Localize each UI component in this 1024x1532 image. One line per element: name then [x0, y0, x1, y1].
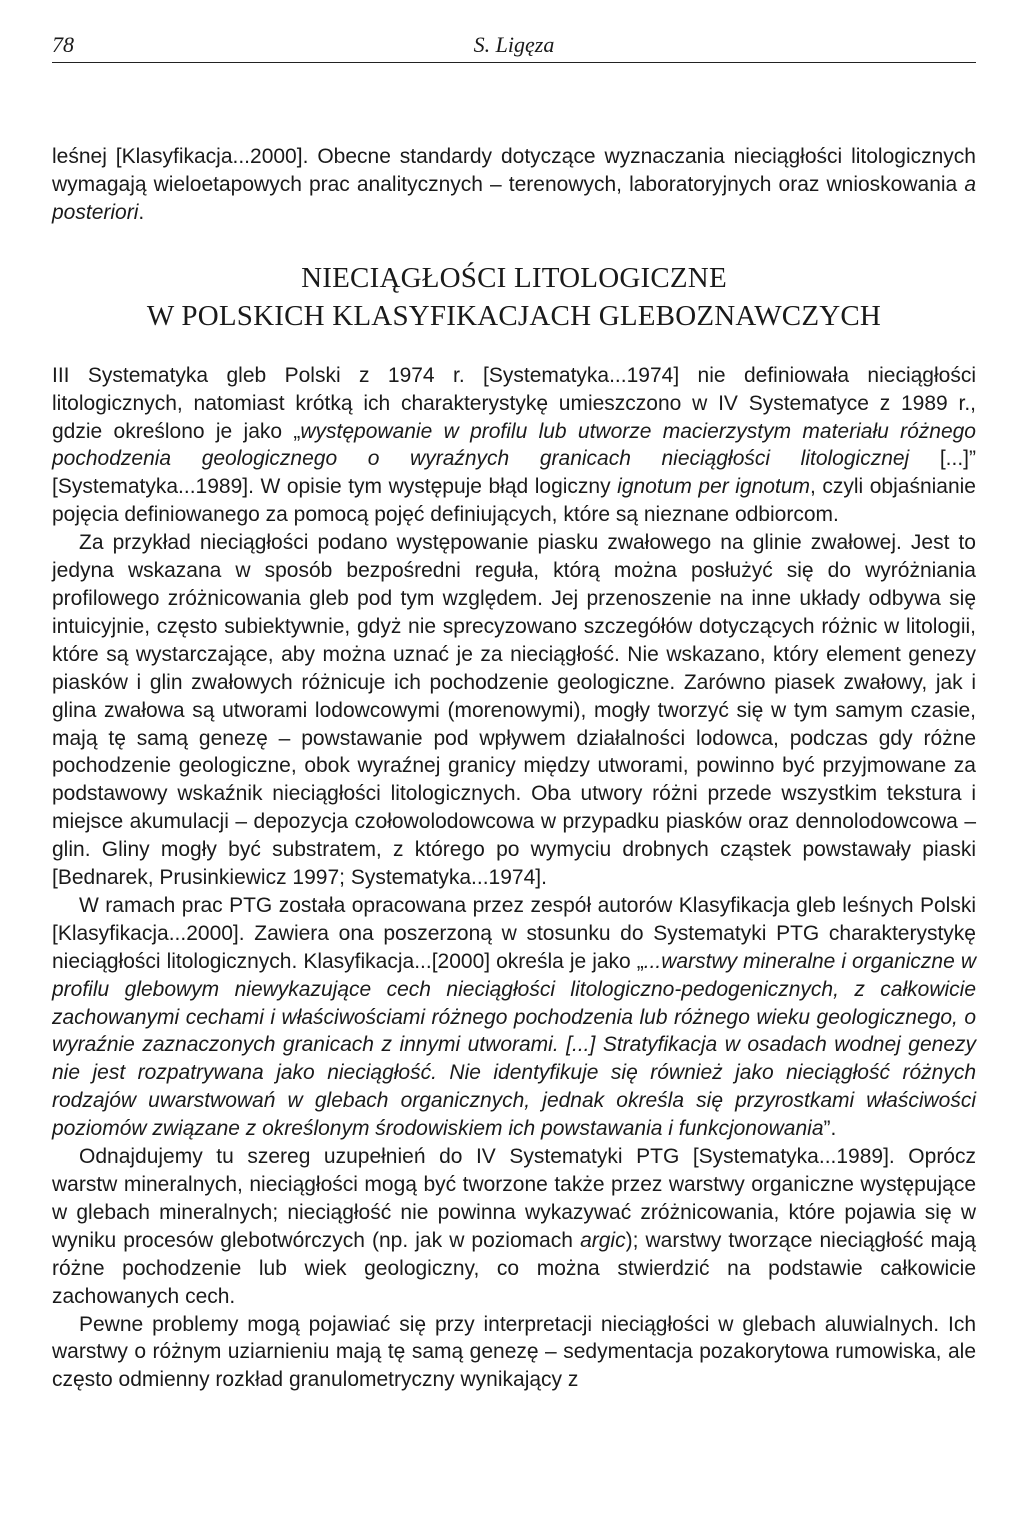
quote-definition: występowanie w profilu lub utworze macierzystym materiału różnego pochodzenia geologicznego o wyraźnych granicach nieciągłości litologicznej [52, 419, 976, 471]
paragraph-5: Odnajdujemy tu szereg uzupełnień do IV Systematyki PTG [Systematyka...1989]. Oprócz warstw mineralnych, nieciągłości mogą być tworzone także przez warstwy organiczne występujące w glebach mineralnych; nieciągłość nie powinna wykazywać zróżnicowania, które pojawia się w wyniku procesów glebotwórczych (np. jak w poziomach argic); warstwy tworzące nieciągłość mają różne pochodzenie lub wiek geologiczny, co można stwierdzić na podstawie całkowicie zachowanych cech. [52, 1145, 976, 1308]
italic-term: a posteriori [52, 172, 976, 224]
page-number: 78 [52, 32, 74, 57]
section-heading [52, 259, 976, 335]
paragraph-3: Za przykład nieciągłości podano występowanie piasku zwałowego na glinie zwałowej. Jest to jedyna wskazana w sposób bezpośredni reguła, którą można posłużyć się do wyróżniania profilowego zróżnicowania gleb pod tym względem. Jej przenoszenie na inne układy odbywa się intuicyjnie, często subiektywnie, gdyż nie sprecyzowano szczegółów dotyczących różnic w litologii, które są wystarczające, aby można uznać je za nieciągłość. Nie wskazano, który element genezy piasków i glin zwałowych różnicuje ich pochodzenie geologiczne. Zarówno piasek zwałowy, jak i glina zwałowa są utworami lodowcowymi (morenowymi), mogły tworzyć się w tym samym czasie, mają tę samą genezę – powstawanie pod wpływem działalności lodowca, podczas gdy różne pochodzenie geologiczne, obok wyraźnej granicy między utworami, powinno być przyjmowane za podstawowy wskaźnik nieciągłości litologicznych. Oba utwory różni przede wszystkim tekstura i miejsce akumulacji – depozycja czołowolodowcowa w przypadku piasków oraz dennolodowcowa – glin. Gliny mogły być substratem, z którego po wymyciu drobnych cząstek powstawały piaski [Bednarek, Prusinkiewicz 1997; Systematyka...1974]. [52, 531, 976, 890]
running-head [52, 30, 976, 63]
running-author: S. Ligęza [473, 32, 555, 57]
paragraph-intro: leśnej [Klasyfikacja...2000]. Obecne standardy dotyczące wyznaczania nieciągłości litologicznych wymagają wieloetapowych prac analitycznych – terenowych, laboratoryjnych oraz wnioskowania a posteriori. [52, 145, 976, 224]
page [52, 30, 976, 1394]
italic-term: ignotum per ignotum [617, 475, 810, 499]
italic-term: argic [580, 1228, 626, 1252]
paragraph-4: W ramach prac PTG została opracowana przez zespół autorów Klasyfikacja gleb leśnych Polski [Klasyfikacja...2000]. Zawiera ona poszerzoną w stosunku do Systematyki PTG charakterystykę nieciągłości litologicznych. Klasyfikacja...[2000] określa je jako „...warstwy mineralne i organiczne w profilu glebowym niewykazujące cech nieciągłości litologiczno-pedogenicznych, z całkowicie zachowanymi cechami i właściwościami różnego pochodzenia lub różnego wieku geologicznego, o wyraźnie zaznaczonych granicach z innymi utworami. [...] Stratyfikacja w osadach wodnej genezy nie jest rozpatrywana jako nieciągłość. Nie identyfikuje się również jako nieciągłość różnych rodzajów uwarstwowań w glebach organicznych, jednak określa się przyrostkami właściwości poziomów związane z określonym środowiskiem ich powstawania i funkcjonowania”. [52, 893, 976, 1141]
section-heading-line-2: W POLSKICH KLASYFIKACJACH GLEBOZNAWCZYCH [146, 299, 882, 332]
section-heading-line-1: NIECIĄGŁOŚCI LITOLOGICZNE [301, 261, 727, 294]
article-body [52, 143, 976, 1394]
quote-classification: ...warstwy mineralne i organiczne w profilu glebowym niewykazujące cech nieciągłości litologiczno-pedogenicznych, z całkowicie zachowanymi cechami i właściwościami różnego pochodzenia lub różnego wieku geologicznego, o wyraźnie zaznaczonych granicach z innymi utworami. [...] Stratyfikacja w osadach wodnej genezy nie jest rozpatrywana jako nieciągłość. Nie identyfikuje się również jako nieciągłość różnych rodzajów uwarstwowań w glebach organicznych, jednak określa się przyrostkami właściwości poziomów związane z określonym środowiskiem ich powstawania i funkcjonowania [52, 949, 976, 1141]
paragraph-6: Pewne problemy mogą pojawiać się przy interpretacji nieciągłości w glebach aluwialnych. Ich warstwy o różnym uziarnieniu mają tę samą genezę – sedymentacja pozakorytowa rumowiska, ale często odmienny rozkład granulometryczny wynikający z [52, 1312, 976, 1392]
paragraph-2: III Systematyka gleb Polski z 1974 r. [Systematyka...1974] nie definiowała nieciągłości litologicznych, natomiast krótką ich charakterystykę umieszczono w IV Systematyce z 1989 r., gdzie określono je jako „występowanie w profilu lub utworze macierzystym materiału różnego pochodzenia geologicznego o wyraźnych granicach nieciągłości litologicznej [...]” [Systematyka...1989]. W opisie tym występuje błąd logiczny ignotum per ignotum, czyli objaśnianie pojęcia definiowanego za pomocą pojęć definiujących, które są nieznane odbiorcom. [52, 363, 976, 527]
